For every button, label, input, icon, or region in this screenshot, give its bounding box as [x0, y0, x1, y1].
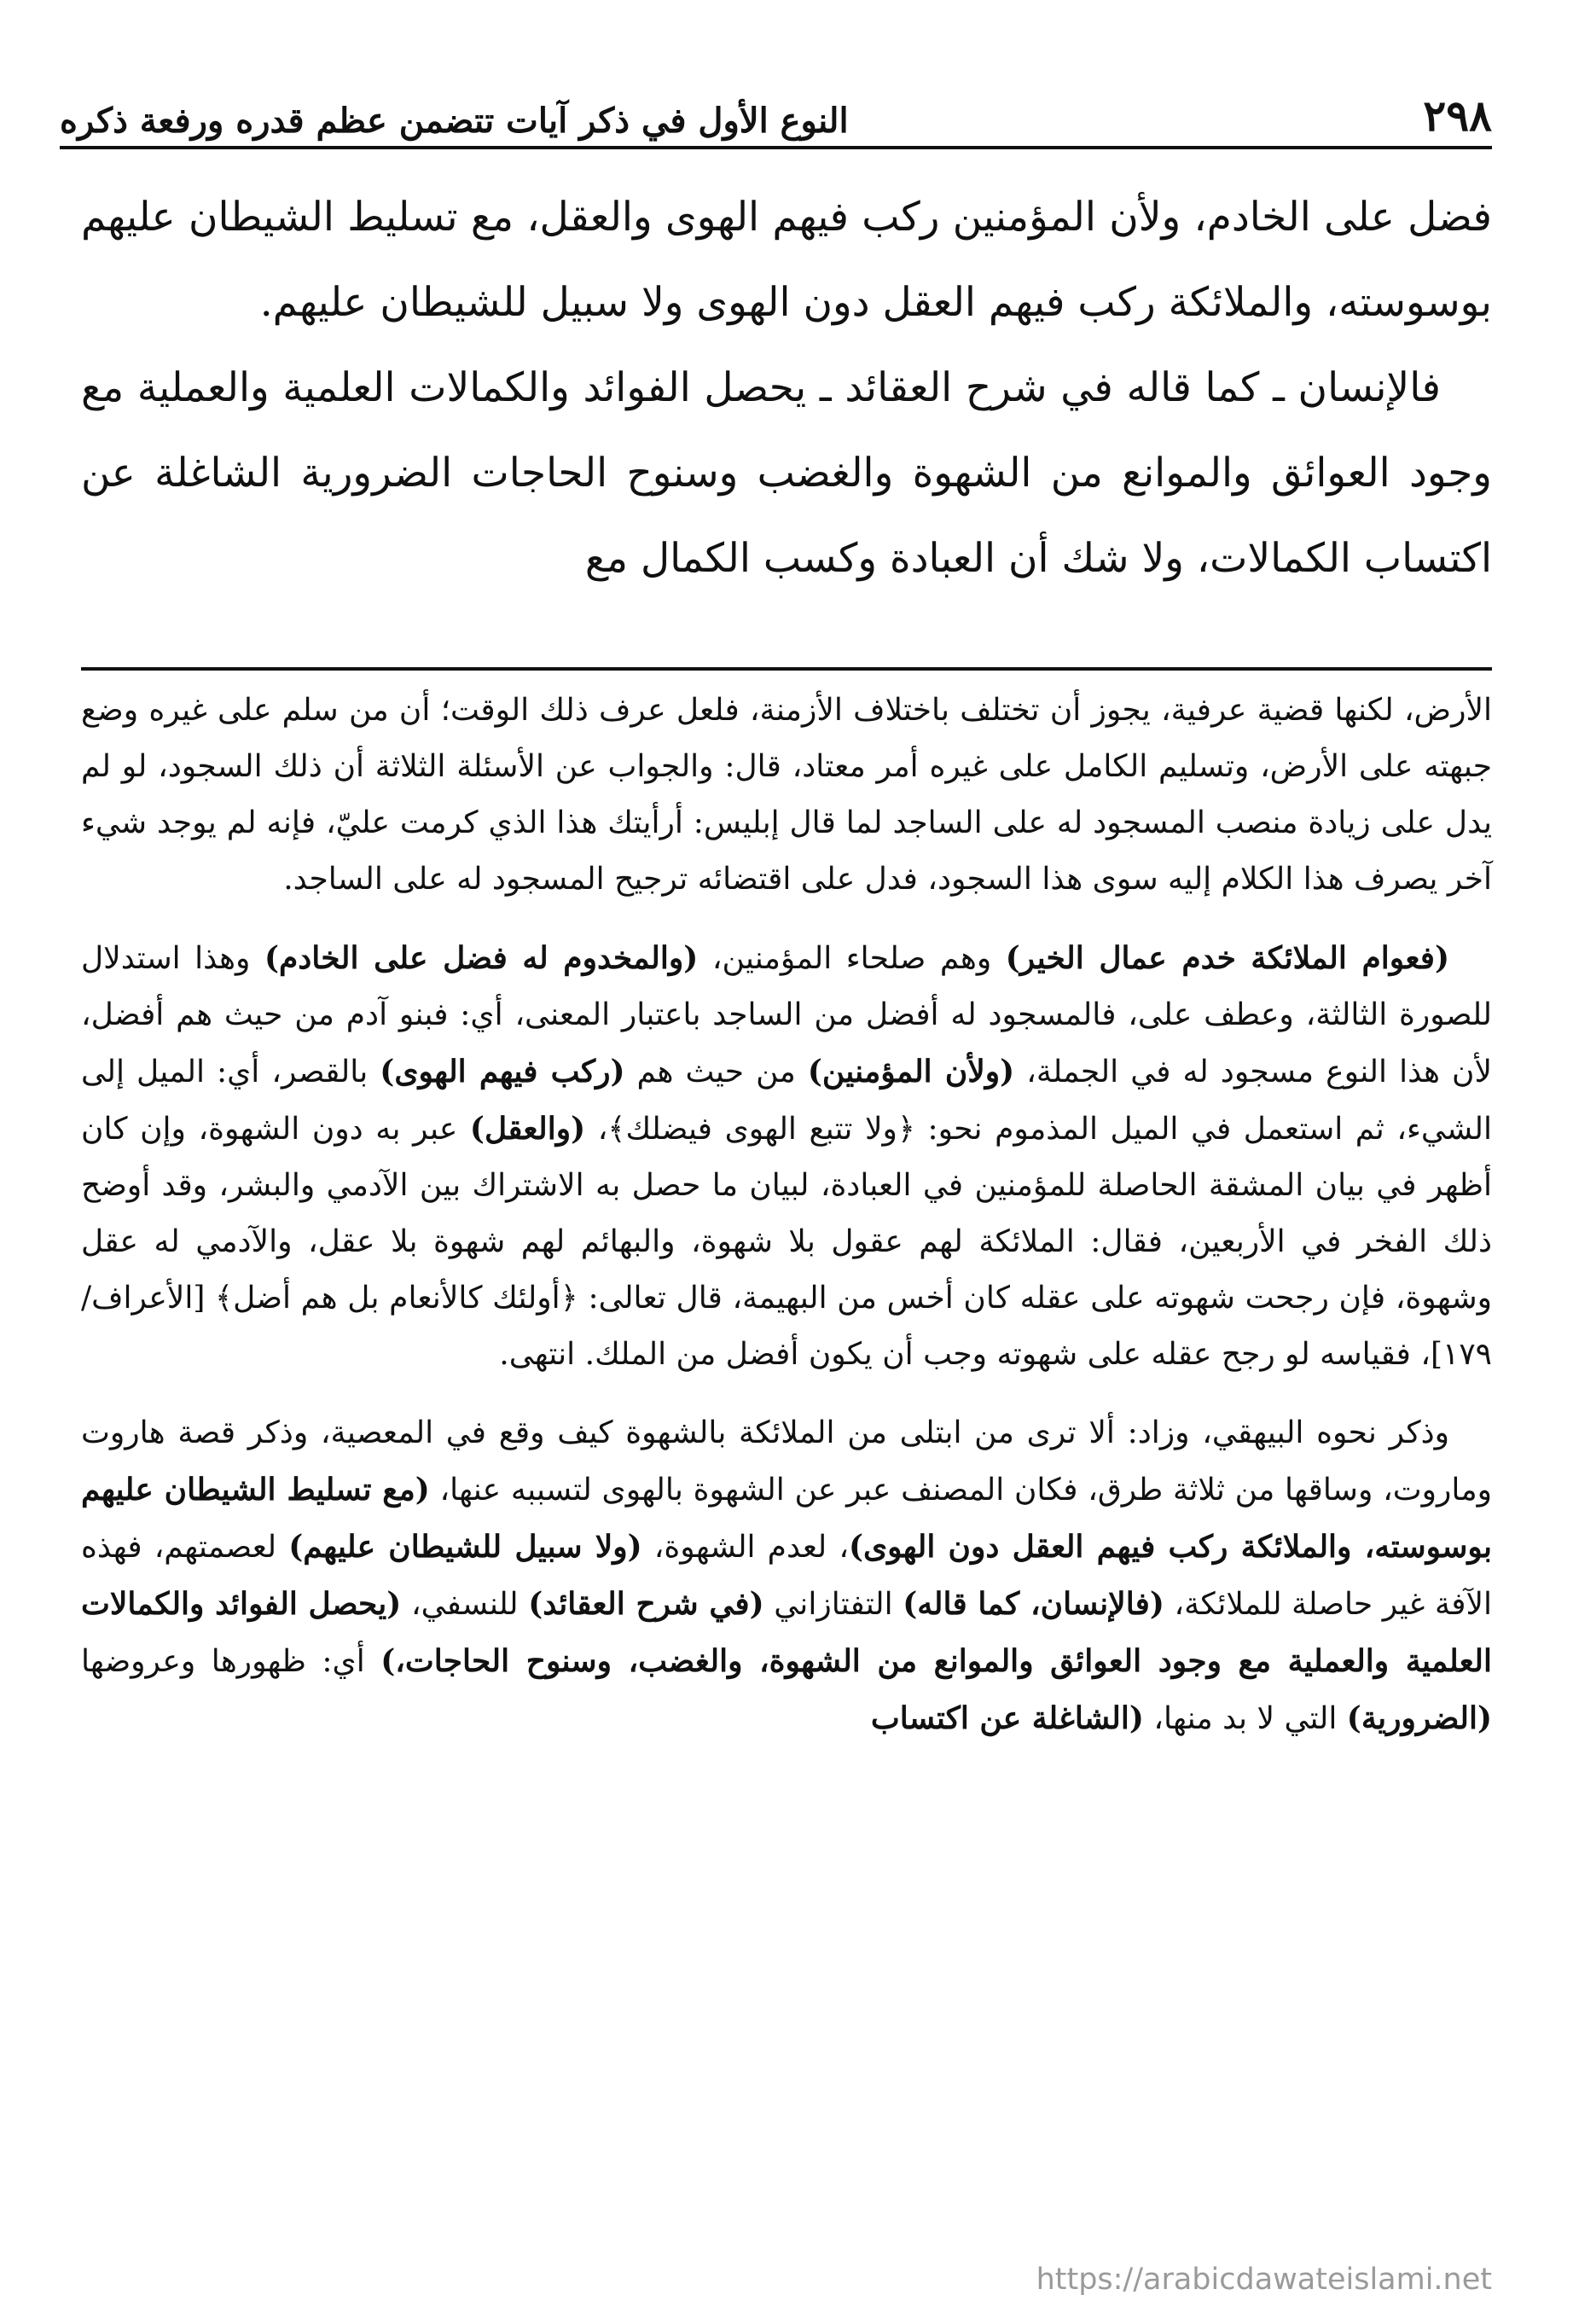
commentary-paragraph-1: الأرض، لكنها قضية عرفية، يجوز أن تختلف باختلاف الأزمنة، فلعل عرف ذلك الوقت؛ أن من سلم على غيره وضع جبهته على الأرض، وتسليم الكامل على غيره أمر معتاد، قال: والجواب عن الأسئلة الثلاثة أن ذلك السجود، لو لم يدل على زيادة منصب المسجود له على الساجد لما قال إبليس: أرأيتك هذا الذي كرمت عليّ، فإنه لم يوجد شيء آخر يصرف هذا الكلام إليه سوى هذا السجود، فدل على اقتضائه ترجيح المسجود له على الساجد.: [81, 693, 1493, 897]
commentary-text: وذكر نحوه البيهقي، وزاد: ألا ترى من ابتلى من الملائكة بالشهوة كيف وقع في المعصية، وذكر قصة هاروت وماروت، وساقها من ثلاثة طرق، فكان المصنف عبر عن الشهوة بالهوى لتسببه عنها،: [81, 1415, 1492, 1508]
commentary-paragraph-3: [81, 1405, 1492, 1747]
main-text: [81, 175, 1492, 601]
commentary-text: أي: ظهورها وعروضها: [81, 1644, 381, 1679]
commentary-text: وهذا استدلال للصورة الثالثة، وعطف على، فالمسجود له أفضل من الساجد باعتبار المعنى، أي: فبنو آدم من حيث هم أفضل، لأن هذا النوع مسجود له في الجملة،: [81, 941, 1492, 1089]
commentary: [81, 683, 1492, 1778]
commentary-text: وهم صلحاء المؤمنين،: [698, 941, 1006, 976]
quoted-matn: (ولا سبيل للشيطان عليهم): [288, 1529, 642, 1565]
page-header: [60, 81, 1492, 149]
commentary-text: ، لعدم الشهوة،: [641, 1530, 849, 1565]
page-number: ٢٩٨: [1423, 90, 1492, 141]
commentary-text: لعصمتهم، فهذه الآفة غير حاصلة للملائكة،: [81, 1530, 1492, 1622]
quoted-matn: (فالإنسان، كما قاله): [903, 1586, 1164, 1622]
quoted-matn: (مع تسليط الشيطان عليهم بوسوسته، والملائكة ركب فيهم العقل دون الهوى): [81, 1472, 1492, 1565]
quoted-matn: (فعوام الملائكة خدم عمال الخير): [1005, 940, 1450, 976]
commentary-paragraph-2: [81, 930, 1492, 1383]
quoted-matn: (الضرورية): [1346, 1700, 1492, 1736]
commentary-text: بالقصر، أي: الميل إلى الشيء، ثم استعمل في الميل المذموم نحو: ﴿ولا تتبع الهوى فيضلك﴾،: [81, 1055, 1492, 1147]
quoted-matn: (يحصل الفوائد والكمالات العلمية والعملية مع وجود العوائق والموانع من الشهوة، والغضب، وسنوح الحاجات،): [81, 1586, 1492, 1679]
quoted-matn: (الشاغلة عن اكتساب: [870, 1700, 1144, 1736]
main-text-paragraph-2: فالإنسان ـ كما قاله في شرح العقائد ـ يحصل الفوائد والكمالات العلمية والعملية مع وجود العوائق والموانع من الشهوة والغضب وسنوح الحاجات الضرورية الشاغلة عن اكتساب الكمالات، ولا شك أن العبادة وكسب الكمال مع: [81, 364, 1492, 582]
quoted-matn: (ولأن المؤمنين): [807, 1054, 1015, 1089]
quoted-matn: (ركب فيهم الهوى): [380, 1054, 625, 1089]
quoted-matn: (والعقل): [469, 1111, 586, 1147]
watermark-url: https://arabicdawateislami.net: [1036, 2263, 1492, 2297]
main-text-paragraph-1: فضل على الخادم، ولأن المؤمنين ركب فيهم الهوى والعقل، مع تسليط الشيطان عليهم بوسوسته، والملائكة ركب فيهم العقل دون الهوى ولا سبيل للشيطان عليهم.: [81, 194, 1492, 326]
quoted-matn: (في شرح العقائد): [528, 1586, 764, 1622]
commentary-text: من حيث هم: [624, 1055, 808, 1089]
footnote-separator: [81, 667, 1492, 671]
commentary-text: عبر به دون الشهوة، وإن كان أظهر في بيان المشقة الحاصلة للمؤمنين في العبادة، لبيان ما حصل به الاشتراك بين الآدمي والبشر، وقد أوضح ذلك الفخر في الأربعين، فقال: الملائكة لهم عقول بلا شهوة، والبهائم لهم شهوة بلا عقل، والآدمي له عقل وشهوة، فإن رجحت شهوته على عقله كان أخس من البهيمة، قال تعالى: ﴿أولئك كالأنعام بل هم أضل﴾ [الأعراف/١٧٩]، فقياسه لو رجح عقله على شهوته وجب أن يكون أفضل من الملك. انتهى.: [81, 1112, 1492, 1372]
commentary-text: التي لا بد منها،: [1143, 1701, 1347, 1736]
quoted-matn: (والمخدوم له فضل على الخادم): [264, 940, 699, 976]
commentary-text: للنسفي،: [401, 1587, 529, 1622]
running-title: النوع الأول في ذكر آيات تتضمن عظم قدره ورفعة ذكره: [60, 101, 849, 141]
commentary-text: التفتازاني: [763, 1587, 903, 1622]
